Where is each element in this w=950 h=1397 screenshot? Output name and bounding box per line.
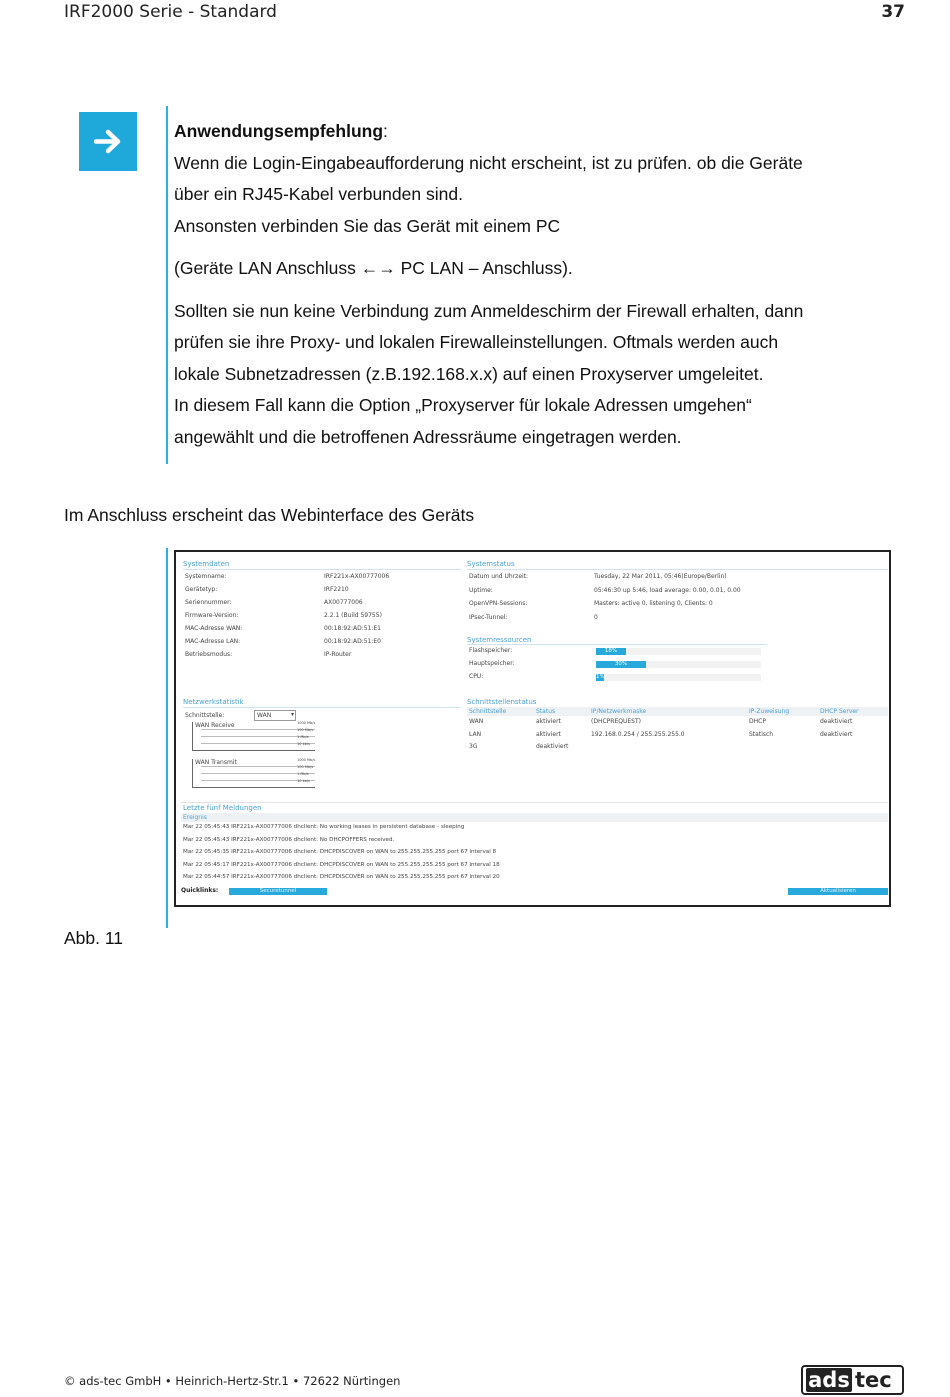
table-cell: (DHCPREQUEST) [591,718,641,725]
figure-caption: Abb. 11 [64,928,124,948]
event-row: Mar 22 05:44:57 IRF221x-AX00777006 dhclient: DHCPDISCOVER on WAN to 255.255.255.255 port 67 interval 20 [183,874,500,880]
graph-scale: 1000 Mb/s [297,758,316,762]
resource-bar-fill: 30% [596,661,646,668]
table-header-cell: IP/Netzwerkmaske [591,708,647,715]
table-cell: deaktiviert [820,718,853,725]
section-title-systemressourcen: Systemressourcen [467,636,532,644]
sysdata-key: Seriennummer: [185,599,232,606]
table-cell: 192.168.0.254 / 255.255.255.0 [591,730,685,738]
resource-key: CPU: [469,673,484,680]
webinterface-screenshot [174,550,891,907]
logo-text-tec: tec [855,1368,892,1392]
section-title-systemdaten: Systemdaten [183,560,230,568]
sysdata-value: 2.2.1 (Build 59755) [324,612,382,619]
note-line: über ein RJ45-Kabel verbunden sind. [174,184,463,204]
graph-label: WAN Receive [195,722,235,729]
resource-bar-track [596,674,761,681]
table-header-cell: Schnittstelle [469,708,507,715]
section-divider [467,644,767,645]
events-header: Ereignis [183,814,207,821]
section-title-meldungen: Letzte fünf Meldungen [183,804,262,812]
table-header-row [181,813,888,822]
resource-bar-fill: 1% [596,674,605,680]
arrow-right-icon [79,112,137,171]
page-header-title: IRF2000 Serie - Standard [64,2,277,22]
sysstatus-value: Masters: active 0, listening 0, Clients: 0 [594,600,713,607]
section-divider [183,707,461,708]
event-row: Mar 22 05:45:43 IRF221x-AX00777006 dhclient: No DHCPOFFERS received. [183,836,395,843]
sysdata-key: Betriebsmodus: [185,651,233,658]
graph-scale: 10 kb/s [297,779,310,783]
sysstatus-value: 05:46:30 up 5:46, load average: 0.00, 0.01, 0.00 [594,586,741,594]
table-cell: Statisch [749,730,774,738]
sysstatus-key: Datum und Uhrzeit: [469,573,529,580]
sysdata-value: AX00777006 [324,599,363,606]
graph-scale: 1 Mb/s [297,735,309,739]
sysdata-key: MAC-Adresse WAN: [185,625,243,632]
sysdata-value: IRF2210 [324,586,349,593]
note-heading-suffix: : [383,121,388,141]
page-number: 37 [881,2,905,22]
section-divider [181,802,888,803]
table-cell: LAN [469,730,482,738]
graph-scale: 10 kb/s [297,742,310,746]
sysstatus-value: 0 [594,613,598,621]
figure-rule [166,548,168,928]
refresh-button[interactable]: Aktualisieren [788,888,888,895]
interface-label: Schnittstelle: [185,712,225,719]
note-line: Sollten sie nun keine Verbindung zum Anmeldeschirm der Firewall erhalten, dann [174,300,804,321]
graph-scale: 1000 Mb/s [297,721,316,725]
securetunnel-button[interactable]: Securetunnel [229,888,327,895]
graph-scale: 1 Mb/s [297,772,309,776]
table-cell: aktiviert [536,730,561,738]
table-header-cell: DHCP Server [820,708,859,715]
graph-label: WAN Transmit [195,759,237,766]
sysdata-value: IRF221x-AX00777006 [324,573,390,580]
ads-tec-logo [801,1365,904,1395]
section-divider [467,569,888,570]
event-row: Mar 22 05:45:35 IRF221x-AX00777006 dhclient: DHCPDISCOVER on WAN to 255.255.255.255 port 67 interval 8 [183,849,497,855]
sysstatus-key: OpenVPN-Sessions: [469,600,528,607]
section-title-netzwerkstatistik: Netzwerkstatistik [183,698,244,706]
table-cell: deaktiviert [820,730,853,738]
table-cell: deaktiviert [536,743,569,750]
resource-bar-fill: 18% [596,648,626,655]
sysstatus-key: Uptime: [469,586,493,594]
table-cell: aktiviert [536,718,561,725]
sysdata-value: 00:18:92:AD:51:E0 [324,638,381,645]
note-line: lokale Subnetzadressen (z.B.192.168.x.x) auf einen Proxyserver umgeleitet. [174,363,764,384]
sysdata-key: Gerätetyp: [185,586,218,593]
interface-select[interactable] [254,710,296,721]
resource-key: Flashspeicher: [469,647,513,654]
sysdata-key: MAC-Adresse LAN: [185,638,241,645]
sysstatus-key: IPsec-Tunnel: [469,613,508,621]
quicklinks-label: Quicklinks: [181,887,219,894]
wan-receive-graph [192,722,315,751]
table-cell: DHCP [749,718,766,725]
graph-scale: 100 Mb/s [297,728,314,732]
table-cell: 3G [469,743,478,750]
table-header-cell: IP-Zuweisung [749,708,790,715]
footer-address: © ads-tec GmbH • Heinrich-Hertz-Str.1 • 72622 Nürtingen [64,1374,401,1388]
note-line: In diesem Fall kann die Option „Proxyserver für lokale Adressen umgehen“ [174,395,752,415]
sysstatus-value: Tuesday, 22 Mar 2011, 05:46(Europe/Berlin) [594,573,727,580]
interface-select-value: WAN [257,712,272,719]
sysdata-value: IP-Router [324,651,352,658]
note-line: Wenn die Login-Eingabeaufforderung nicht erscheint, ist zu prüfen. ob die Geräte [174,152,803,173]
event-row: Mar 22 05:45:17 IRF221x-AX00777006 dhclient: DHCPDISCOVER on WAN to 255.255.255.255 port 67 interval 18 [183,861,500,868]
sysdata-value: 00:18:92:AD:51:E1 [324,625,381,632]
note-heading: Anwendungsempfehlung [174,121,384,141]
note-line-arrows: (Geräte LAN Anschluss ←→ PC LAN – Anschluss). [174,258,573,278]
note-line: Ansonsten verbinden Sie das Gerät mit einem PC [174,215,561,236]
chevron-down-icon: ▾ [290,711,294,718]
recommendation-note [174,116,854,453]
event-row: Mar 22 05:45:43 IRF221x-AX00777006 dhclient: No working leases in persistent database - sleeping [183,824,465,830]
resource-key: Hauptspeicher: [469,660,515,667]
wan-transmit-graph [192,759,315,788]
table-cell: WAN [469,718,484,725]
note-rule [166,106,168,464]
sysdata-key: Firmware-Version: [185,612,239,619]
table-header-cell: Status [536,708,556,715]
graph-scale: 100 Mb/s [297,765,314,769]
section-title-schnittstellenstatus: Schnittstellenstatus [467,698,537,706]
note-line: angewählt und die betroffenen Adressräume eingetragen werden. [174,426,682,447]
sysdata-key: Systemname: [185,573,227,580]
note-line: prüfen sie ihre Proxy- und lokalen Firewalleinstellungen. Oftmals werden auch [174,332,779,352]
section-divider [183,569,461,570]
section-title-systemstatus: Systemstatus [467,560,515,568]
logo-text-ads: ads [806,1368,852,1392]
intro-text: Im Anschluss erscheint das Webinterface des Geräts [64,505,475,525]
